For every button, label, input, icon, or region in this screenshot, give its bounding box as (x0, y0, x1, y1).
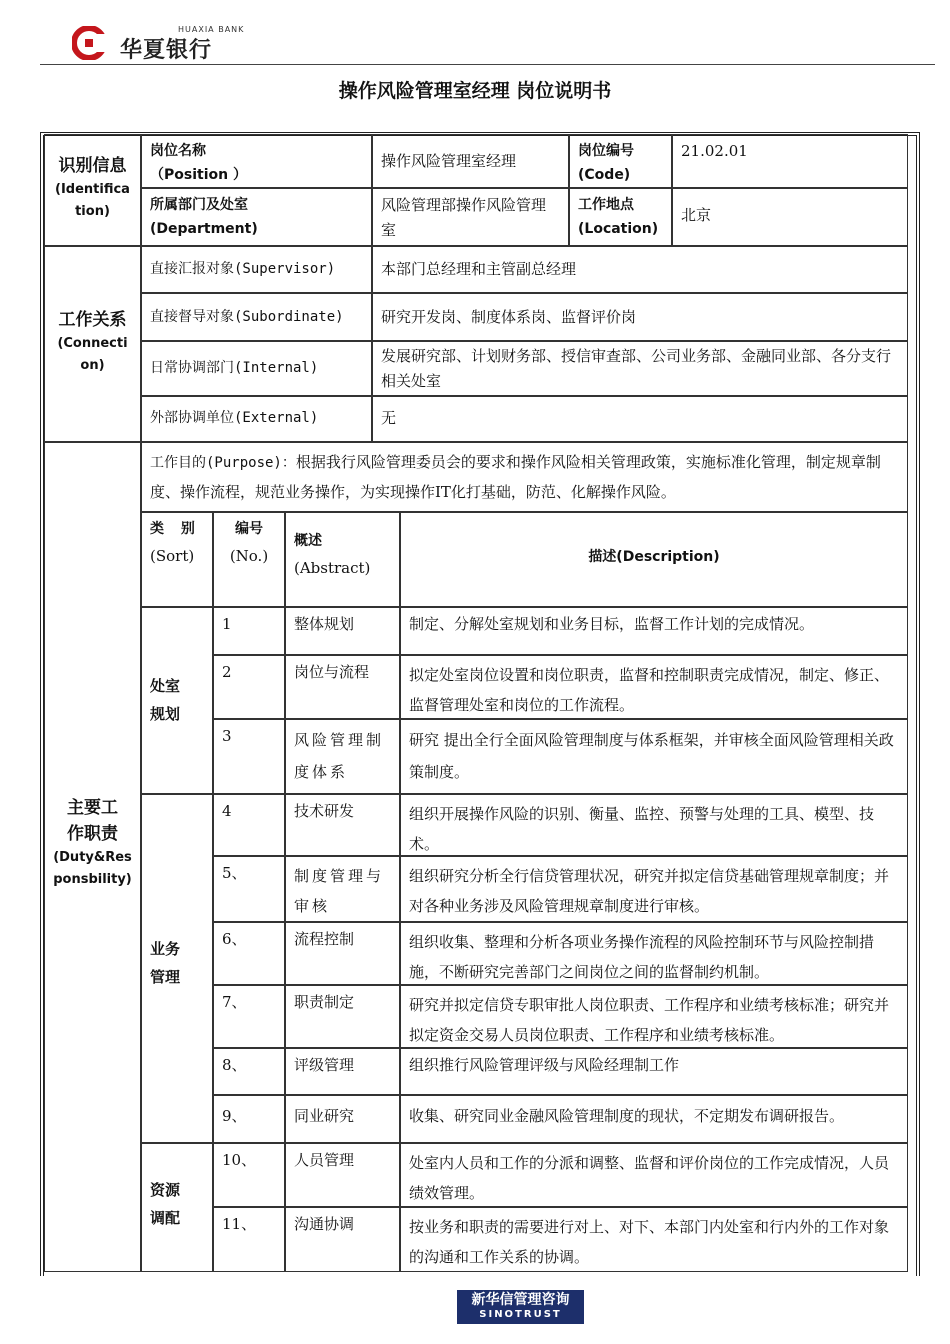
page-header (40, 18, 935, 64)
duty-no: 10、 (213, 1143, 285, 1207)
duty-abstract: 沟通协调 (285, 1207, 400, 1272)
category-business: 业务管理 (141, 794, 213, 1143)
duty-no: 6、 (213, 922, 285, 985)
document-title: 操作风险管理室经理 岗位说明书 (338, 80, 612, 102)
position-name-value: 操作风险管理室经理 (372, 134, 569, 188)
duty-description: 按业务和职责的需要进行对上、对下、本部门内处室和行内外的工作对象的沟通和工作关系的协调。 (400, 1207, 908, 1272)
sinotrust-logo-en: SINOTRUST (479, 1309, 562, 1320)
duty-description: 组织研究分析全行信贷管理状况，研究并拟定信贷基础管理规章制度；并对各种业务涉及风险管理规章制度进行审核。 (400, 856, 908, 922)
duty-no: 8、 (213, 1048, 285, 1095)
duty-no: 1 (213, 607, 285, 655)
duty-description: 研究并拟定信贷专职审批人岗位职责、工作程序和业绩考核标准；研究并拟定资金交易人员岗位职责、工作程序和业绩考核标准。 (400, 985, 908, 1048)
duty-abstract: 流程控制 (285, 922, 400, 985)
duty-abstract: 同业研究 (285, 1095, 400, 1143)
department-label: 所属部门及处室 (Department) (141, 188, 372, 246)
subordinate-value: 研究开发岗、制度体系岗、监督评价岗 (372, 293, 908, 341)
duty-no: 5、 (213, 856, 285, 922)
column-header-abstract: 概述 (Abstract) (285, 512, 400, 607)
position-name-label: 岗位名称 （Position ） (141, 134, 372, 188)
duty-abstract: 风险管理制度体系 (285, 719, 400, 794)
internal-label: 日常协调部门(Internal) (141, 341, 372, 396)
duty-abstract: 制度管理与审核 (285, 856, 400, 922)
duty-description: 拟定处室岗位设置和岗位职责，监督和控制职责完成情况，制定、修正、监督管理处室和岗位的工作流程。 (400, 655, 908, 719)
header-divider (40, 64, 935, 65)
duty-no: 9、 (213, 1095, 285, 1143)
column-header-no: 编号 (No.) (213, 512, 285, 607)
column-header-sort: 类 别 (Sort) (141, 512, 213, 607)
bank-name-cn: 华夏银行 (120, 38, 213, 63)
duty-abstract: 人员管理 (285, 1143, 400, 1207)
category-resources: 资源调配 (141, 1143, 213, 1272)
sinotrust-logo (457, 1290, 584, 1324)
duty-no: 7、 (213, 985, 285, 1048)
purpose-text: 根据我行风险管理委员会的要求和操作风险相关管理政策，实施标准化管理，制定规章制度、操作流程，规范业务操作，为实现操作IT化打基础，防范、化解操作风险。 (150, 453, 881, 501)
purpose-label: 工作目的(Purpose)： (150, 455, 296, 471)
position-code-value: 21.02.01 (672, 134, 908, 188)
duty-abstract: 整体规划 (285, 607, 400, 655)
supervisor-label: 直接汇报对象(Supervisor) (141, 246, 372, 293)
duty-no: 11、 (213, 1207, 285, 1272)
position-code-label: 岗位编号 (Code) (569, 134, 672, 188)
duty-no: 3 (213, 719, 285, 794)
relations-section-label: 工作关系 (Connection) (44, 246, 141, 442)
internal-value: 发展研究部、计划财务部、授信审查部、公司业务部、金融同业部、各分支行相关处室 (372, 341, 908, 396)
purpose-cell (141, 442, 908, 512)
location-label: 工作地点 (Location) (569, 188, 672, 246)
duty-no: 4 (213, 794, 285, 856)
duty-no: 2 (213, 655, 285, 719)
bank-name-en: HUAXIA BANK (178, 25, 245, 34)
location-value: 北京 (672, 188, 908, 246)
duty-description: 组织开展操作风险的识别、衡量、监控、预警与处理的工具、模型、技术。 (400, 794, 908, 856)
duty-abstract: 职责制定 (285, 985, 400, 1048)
supervisor-value: 本部门总经理和主管副总经理 (372, 246, 908, 293)
column-header-description: 描述(Description) (400, 512, 908, 607)
duty-abstract: 岗位与流程 (285, 655, 400, 719)
sinotrust-logo-cn: 新华信管理咨询 (471, 1292, 570, 1308)
duty-abstract: 评级管理 (285, 1048, 400, 1095)
duty-abstract: 技术研发 (285, 794, 400, 856)
duty-description: 制定、分解处室规划和业务目标，监督工作计划的完成情况。 (400, 607, 908, 655)
huaxia-bank-logo-icon (72, 26, 106, 60)
category-planning: 处室规划 (141, 607, 213, 794)
subordinate-label: 直接督导对象(Subordinate) (141, 293, 372, 341)
duties-section-label: 主要工作职责 (Duty&Responsbility) (44, 442, 141, 1272)
duty-description: 收集、研究同业金融风险管理制度的现状，不定期发布调研报告。 (400, 1095, 908, 1143)
duty-description: 研究 提出全行全面风险管理制度与体系框架，并审核全面风险管理相关政策制度。 (400, 719, 908, 794)
duty-description: 处室内人员和工作的分派和调整、监督和评价岗位的工作完成情况，人员绩效管理。 (400, 1143, 908, 1207)
external-value: 无 (372, 396, 908, 442)
duty-description: 组织推行风险管理评级与风险经理制工作 (400, 1048, 908, 1095)
duty-description: 组织收集、整理和分析各项业务操作流程的风险控制环节与风险控制措施，不断研究完善部门之间岗位之间的监督制约机制。 (400, 922, 908, 985)
external-label: 外部协调单位(External) (141, 396, 372, 442)
identification-section-label: 识别信息 (Identification) (44, 134, 141, 246)
department-value: 风险管理部操作风险管理室 (372, 188, 569, 246)
